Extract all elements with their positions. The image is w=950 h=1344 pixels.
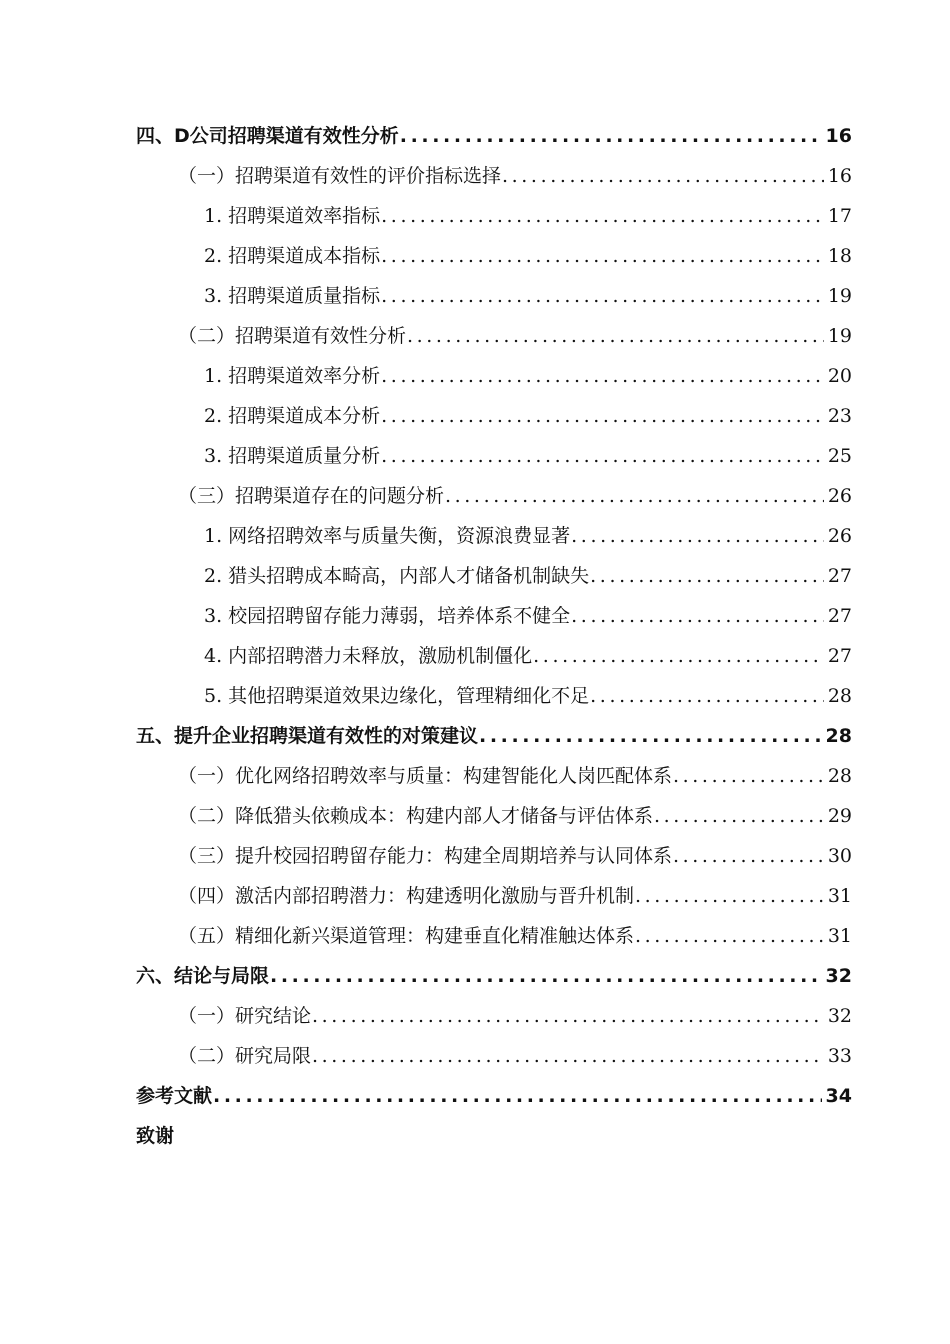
toc-entry-title: 五、提升企业招聘渠道有效性的对策建议 xyxy=(136,725,479,747)
dot-leader xyxy=(590,683,824,709)
toc-entry[interactable] xyxy=(0,156,950,196)
toc-entry-page: 29 xyxy=(827,805,852,827)
toc-entry-title: （三）提升校园招聘留存能力：构建全周期培养与认同体系 xyxy=(178,845,673,867)
toc-entry-title: （一）招聘渠道有效性的评价指标选择 xyxy=(178,165,502,187)
toc-entry-title: （四）激活内部招聘潜力：构建透明化激励与晋升机制 xyxy=(178,885,635,907)
toc-entry[interactable] xyxy=(0,356,950,396)
dot-leader xyxy=(381,443,824,469)
toc-entry[interactable] xyxy=(0,196,950,236)
toc-entry-title: 5. 其他招聘渠道效果边缘化，管理精细化不足 xyxy=(204,685,590,707)
toc-entry-title: （五）精细化新兴渠道管理：构建垂直化精准触达体系 xyxy=(178,925,635,947)
dot-leader xyxy=(479,723,822,749)
dot-leader xyxy=(400,123,822,149)
toc-entry[interactable] xyxy=(0,276,950,316)
dot-leader xyxy=(213,1083,822,1109)
toc-entry[interactable] xyxy=(0,1036,950,1076)
toc-entry-title: 2. 猎头招聘成本畸高，内部人才储备机制缺失 xyxy=(204,565,590,587)
toc-entry-page: 31 xyxy=(827,925,852,947)
dot-leader xyxy=(312,1043,824,1069)
toc-entry-page: 28 xyxy=(827,685,852,707)
toc-entry-page: 27 xyxy=(827,605,852,627)
dot-leader xyxy=(590,563,824,589)
toc-entry[interactable] xyxy=(0,676,950,716)
toc-entry-page: 23 xyxy=(827,405,852,427)
toc-entry-page: 28 xyxy=(825,725,852,747)
toc-entry[interactable] xyxy=(0,636,950,676)
toc-entry-title: 3. 校园招聘留存能力薄弱，培养体系不健全 xyxy=(204,605,571,627)
toc-entry-page: 16 xyxy=(825,125,852,147)
dot-leader xyxy=(381,403,824,429)
toc-entry-page: 17 xyxy=(827,205,852,227)
toc-entry[interactable] xyxy=(0,796,950,836)
toc-entry[interactable] xyxy=(0,436,950,476)
toc-entry-title: 六、结论与局限 xyxy=(136,965,270,987)
toc-entry-title: 致谢 xyxy=(136,1125,175,1147)
dot-leader xyxy=(635,923,824,949)
toc-entry[interactable] xyxy=(0,396,950,436)
toc-entry-title: 1. 招聘渠道效率分析 xyxy=(204,365,381,387)
toc-entry[interactable] xyxy=(0,1116,950,1156)
toc-entry-title: 2. 招聘渠道成本指标 xyxy=(204,245,381,267)
dot-leader xyxy=(635,883,824,909)
toc-entry[interactable] xyxy=(0,876,950,916)
toc-entry-page: 20 xyxy=(827,365,852,387)
toc-entry-page: 32 xyxy=(825,965,852,987)
toc-entry-page: 18 xyxy=(827,245,852,267)
dot-leader xyxy=(502,163,824,189)
toc-entry[interactable] xyxy=(0,996,950,1036)
toc-entry-title: （三）招聘渠道存在的问题分析 xyxy=(178,485,445,507)
dot-leader xyxy=(312,1003,824,1029)
toc-entry[interactable] xyxy=(0,236,950,276)
toc-entry[interactable] xyxy=(0,916,950,956)
toc-entry[interactable] xyxy=(0,316,950,356)
toc-entry-page: 25 xyxy=(827,445,852,467)
toc-entry-page: 34 xyxy=(825,1085,852,1107)
toc-entry-title: 四、D公司招聘渠道有效性分析 xyxy=(136,125,399,147)
toc-entry-title: 3. 招聘渠道质量分析 xyxy=(204,445,381,467)
dot-leader xyxy=(381,363,824,389)
dot-leader xyxy=(673,763,824,789)
toc-entry-page: 26 xyxy=(827,525,852,547)
dot-leader xyxy=(381,203,824,229)
toc-entry-page: 32 xyxy=(827,1005,852,1027)
dot-leader xyxy=(571,603,824,629)
dot-leader xyxy=(571,523,824,549)
dot-leader xyxy=(270,963,822,989)
toc-entry-page: 27 xyxy=(827,645,852,667)
toc-entry-page: 30 xyxy=(827,845,852,867)
toc-entry-page: 19 xyxy=(827,325,852,347)
toc-entry-title: （一）优化网络招聘效率与质量：构建智能化人岗匹配体系 xyxy=(178,765,673,787)
toc-entry-title: 2. 招聘渠道成本分析 xyxy=(204,405,381,427)
toc-entry-title: 1. 网络招聘效率与质量失衡，资源浪费显著 xyxy=(204,525,571,547)
toc-entry-page: 19 xyxy=(827,285,852,307)
toc-entry[interactable] xyxy=(0,596,950,636)
toc-entry-title: （二）降低猎头依赖成本：构建内部人才储备与评估体系 xyxy=(178,805,654,827)
toc-entry[interactable] xyxy=(0,516,950,556)
dot-leader xyxy=(673,843,824,869)
toc-entry[interactable] xyxy=(0,476,950,516)
toc-entry[interactable] xyxy=(0,716,950,756)
toc-entry-title: （二）研究局限 xyxy=(178,1045,312,1067)
toc-entry-title: 4. 内部招聘潜力未释放，激励机制僵化 xyxy=(204,645,533,667)
dot-leader xyxy=(381,243,824,269)
dot-leader xyxy=(381,283,824,309)
toc-entry-page: 26 xyxy=(827,485,852,507)
toc-entry[interactable] xyxy=(0,116,950,156)
toc-entry-page: 33 xyxy=(827,1045,852,1067)
toc-entry[interactable] xyxy=(0,756,950,796)
toc-entry-title: （一）研究结论 xyxy=(178,1005,312,1027)
dot-leader xyxy=(445,483,824,509)
toc-entry-title: （二）招聘渠道有效性分析 xyxy=(178,325,407,347)
toc-entry-title: 3. 招聘渠道质量指标 xyxy=(204,285,381,307)
dot-leader xyxy=(407,323,824,349)
toc-entry[interactable] xyxy=(0,956,950,996)
toc-entry-page: 31 xyxy=(827,885,852,907)
toc-entry-page: 28 xyxy=(827,765,852,787)
toc-entry[interactable] xyxy=(0,836,950,876)
toc-entry-page: 16 xyxy=(827,165,852,187)
dot-leader xyxy=(654,803,824,829)
dot-leader xyxy=(533,643,824,669)
toc-entry-title: 1. 招聘渠道效率指标 xyxy=(204,205,381,227)
toc-entry[interactable] xyxy=(0,556,950,596)
toc-entry-title: 参考文献 xyxy=(136,1085,213,1107)
toc-entry-page: 27 xyxy=(827,565,852,587)
toc-entry[interactable] xyxy=(0,1076,950,1116)
